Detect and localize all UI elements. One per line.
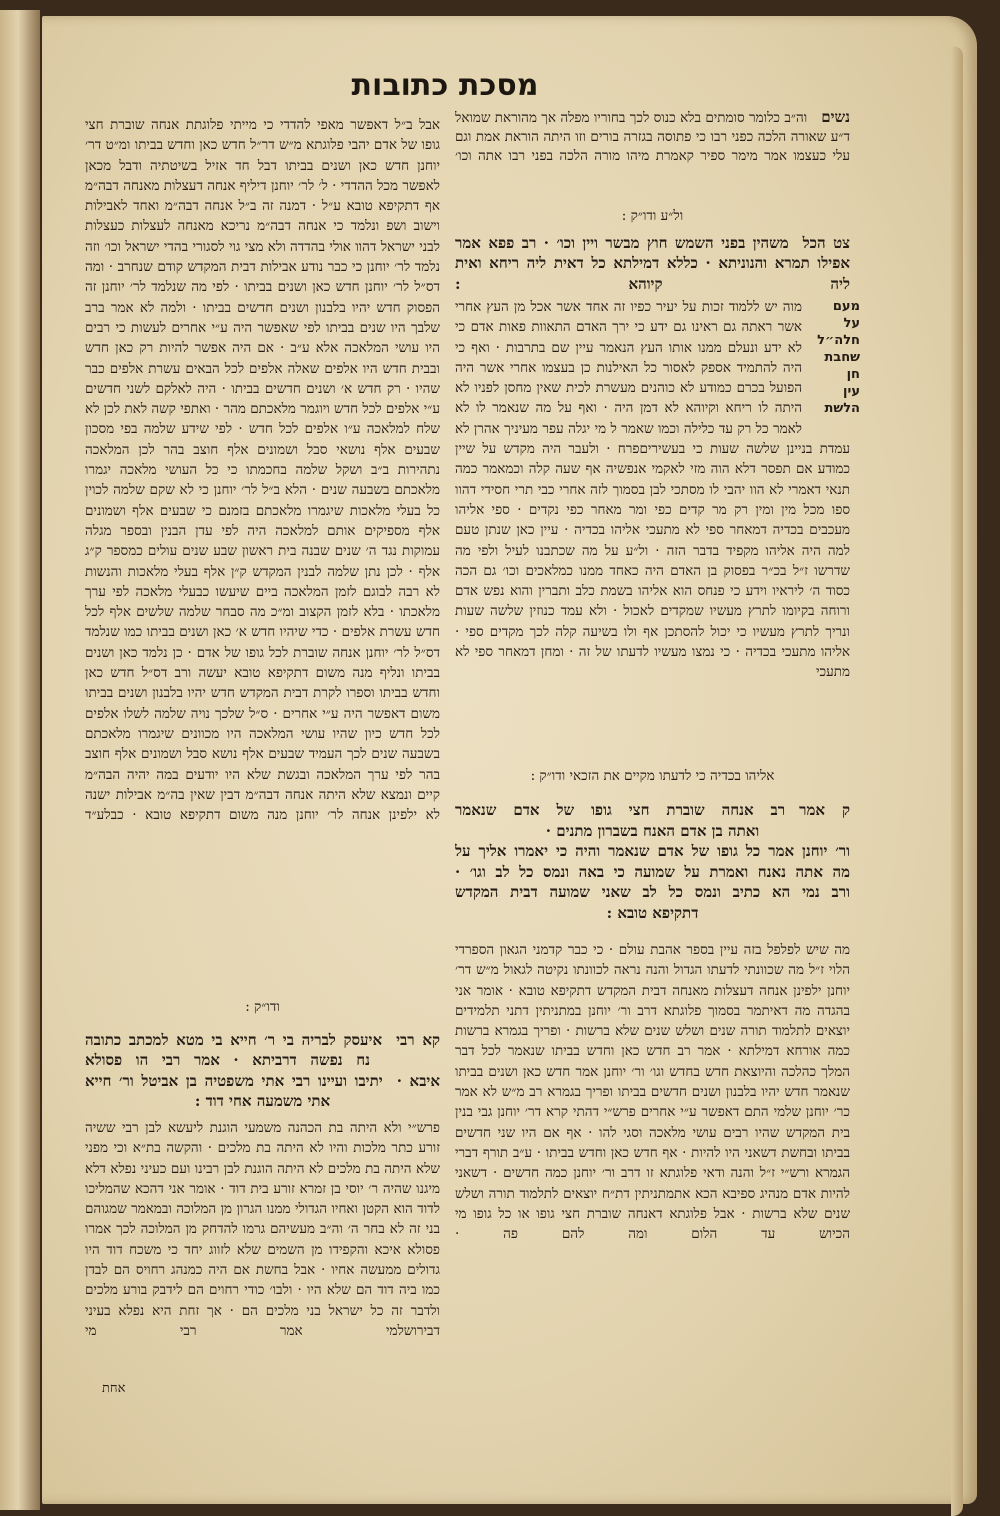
block-lead-word: ק אמר	[799, 801, 850, 819]
commentary-block-5	[455, 940, 850, 1372]
gemara-line: ורב נמי הא כתיב ונמס כל לב שאני שמועה דבית המקדש	[455, 883, 850, 901]
margin-note: מעם	[832, 299, 860, 314]
margin-notes	[812, 298, 860, 417]
gemara-line: אתי משמעה אחי דוד :	[194, 1091, 331, 1110]
block-lead-word: קא רבי	[396, 1031, 440, 1049]
gemara-block-left	[85, 1030, 440, 1114]
gemara-line: דתקיפא טובא :	[606, 903, 699, 922]
mishna-block	[455, 233, 850, 295]
commentary-text: וה״ב כלומר סומתים בלא כנוס לכך בחוריו מפלה אך מהוראת שמואל ד״ע שאורה הלכה כפני רבו כי פתוסה בגזרה בורים וזו היתה הוראת אמת וגם עלי כעצמו אמר מימר ספיר קאמרת מיהו מורה הלכה בפני רבו אתה וכו׳	[455, 110, 850, 164]
gemara-line: נח נפשה דרביתא · אמר רבי הו פסולא	[85, 1051, 370, 1070]
commentary-block-1	[455, 108, 850, 204]
page-title: מסכת כתובות	[351, 68, 539, 103]
block-lead-word: נשים	[821, 108, 850, 126]
commentary-text: מה שיש לפלפל בזה עיין בספר אהבת עולם · כי כבר קדמני הגאון הספרדי הלוי ז״ל מה שכוונתי לדעתו הגדול והנה נראה לכוונתו נקיטה לגאול מ״ש דר׳ יוחנן ילפינן אנחה דעצלות מאנחה דבית המקדש דתקיפא טובא · אומר אני בהגדה מה דאיתמר בסמוך פלוגתא דרב ור׳ יוחנן במתניתין דתני תלמידים יוצאים לתלמוד תורה שנים ושלש שנים שלא ברשות · ופריך בגמרא ברשות כמה אורחא דמילתא · אמר רב חדש כאן וחדש בביתו שנאמר לכל דבר המלך כהלכה והיוצאת חדש בחדש וגו׳ ור׳ יוחנן אמר חדש כאן ושנים בביתו שנאמר חדש יהיו בלבנון ושנים חדשים בביתו ופריך בגמרא רב מ״ש לא אמר כר׳ יוחנן שלמי התם דאפשר ע״י אחרים פרש״י דהתי קרא דר׳ יוחנן גבי בנין בית המקדש שהיו רבים עושי מלאכה וסגי להו · אף אם היו שני חדשים בביתו ובחשת דשאני היו להיות · אף חדש כאן וחדש בביתו · ע״ב תורף דברי הגמרא ורש״י ז״ל והנה ודאי פלוגתא זו דרב ור׳ יוחנן כמה חדשים · דשאני להיות אדם מנהיג ספיבא הכא אתמתניתין דת״ח יוצאים לתלמוד תורה ושלש שנים שלא ברשות · אבל פלוגתא דאנחה שוברת חצי גופו או כל גופו מי הכיוש עד הלום ומה להם פה ·	[455, 942, 850, 1243]
commentary-text: פרש״י ולא היתה בת הכהנה משמעי הוגנת ליעשא לבן רבי ששיה זורע כתר מלכות והיו לא היתה בת מלכים · והקשה בת״א וכי מפני שלא היתה בת מלכים לא היתה הוגנת לבן רבינו ועם כעיני נפלא דלא מיגנו שהיה ר׳ יוסי בן זמרא זורע בית דוד · אומר אני דהכא שהמליכו לדוד הוא הקטן ואחיו הגדולי ממנו הגרון מן המלוכה ובמאמר שמגוהם בני זה לא בחר ה׳ וה״ב מעשיהם גרמו להדחק מן המלוכה לכך אמרו פסולא איכא והקפידו מן השמים שלא לזווג יחד כי משכח דוד היו גדולים ממעשה אחיו · אבל בחשת אם היה כמנהג רחויס הם לבדן כמו ביה דוד הם שלא היו · ולבו׳ כודי רחוים הם לידבק בורע מלכים ולדבר זה כל ישראל בני מלכים הם · אך זחת היא נפלא בעיני דבירושלמי אמר רבי מי	[85, 1120, 440, 1339]
margin-note: על	[843, 316, 860, 331]
gemara-line: ואתה בן אדם האנח בשברון מתנים ·	[545, 821, 760, 840]
commentary-block-left-1	[85, 115, 440, 995]
mishna-text: משהין בפני השמש חוץ מבשר ויין וכו׳ · רב פפא אמר אפילו תמרא והנוניתא · כללא דמילתא כל דאית ליה ריחא ואית ליה קיוהא :	[455, 234, 850, 293]
commentary-text: אבל ב״ל דאפשר מאפי להדדי כי מייתי פלוגתת אנחה שוברת חצי גופו של אדם יהבי פלוגתא מ״ש דר״ל חדש כאן וחדש בביתו ומ״ט דר׳ יוחנן חדש כאן ושנים בביתו דבל חד אזיל בשיטתיה ודבל מכאן לאפשר מכל ההדדי · ל׳ לר׳ יוחנן דיליף אנחה דעצלות מאנחה דבה״מ אף דתקיפא טובא ע״ל · דמנה זה ב״ל אנחה דבה״מ ואחד לאבילות וישוב ושפ ונלמד כי אנחה דבה״מ נריכא מאנחה לעצלות כעצלות לבני ישראל דהוו אולי בהדדה ולא מצי גוי לסגורי בהדי ישראל וכו׳ וזה נלמד לר׳ יוחנן כי כבר נודע אבילות דבית המקדש קודם שנחרב · ומה דס״ל לר׳ יוחנן חדש כאן ושנים בביתו · לפי מה שנלמד לר׳ יוחנן זה הפסוק חדש יהיו בלבנון ושנים חדשים בביתו · ולמה לא אמר ברב שלבך היו שנים בביתו לפי שאפשר היה ע״י אחרים לעשות כי רבים היו עושי המלאכה אלא ע״ב · אם היה אפשר להיות רק כאן חדש ובבית חדש היו אלפים שאלה אלפים לכל הבאים עשרת אלפים כבר שהיו · רק חדש א׳ ושנים חדשים בביתו · היה לאלקם לשני חדשים ע״י אלפים לכל חדש ויוגמר מלאכתם מהר · ואתפי קשה לאת לכן לא שלח למלאכה ע״ו אלפים לכל חדש · לפי שידע שלמה בפי מסכון שבעים אלף נושאי סבל ושמונים אלף חוצב בהר לכן המלאכה נתהירות ב״ב ושקל שלמה בחכמתו כי כל העושי מלאכה יגמרו מלאכתם בשבעה שנים · הלא ב״ל לר׳ יוחנן כי לא שקם שלמה לכוין כל בעלי מלאכות שיגמרו מלאכתם בזמנם כי שבעים אלף ושמונים אלף מספיקים אותם למלאכה היה לפי עדן הבנין ובספר מגלה עמוקות נגד ה׳ שנים שבנה בית ראשון שבע שנים עולים כמספר ק״ג אלף · לכן נתן שלמה לבנין המקדש ק״ן אלף בעלי מלאכות והנשות לא רבה לבוגם לזמן המלאכה ביים שיעשו כבעלי מלאכה לפי ערך מלאכתו · בלא לזמן הקצוב ומ״כ מה סבחר שלמה שלשים אלף לכל חדש עשרת אלפים · כדי שיהיו חדש א׳ כאן ושנים בביתו כמו שנלמד דס״ל לר׳ יוחנן אנחה שוברת לכל גופו של אדם · כן נלמד כאן ושנים בביתו ונליף מנה משום דתקיפא טובא יעשה ורב דס״ל חדש כאן וחדש בביתו וספרו לקרת דבית המקדש חדש יהיו בלבנון ושנים בביתו משום דאפשר היה ע״י אחרים · ס״ל שלכך נויה שלמה לשלו אלפים לכל חדש כיון שהיו עושי המלאכה היו מכוונים שיגמרו מלאכתם בשבעה שנים לכך העמיד שבעים אלף נושא סבל ושמונים אלף חוצב בהר לפי ערך המלאכה ובגשת שלא היו יודעים במה יהיה הבה״מ קיים ונמצא שלא היתה אנחה דבה״מ דבין שאין בה״מ אבילות ישנה לא ילפינן אנחה לר׳ יוחנן מנה משום דתקיפא טובא · כבלע״ד	[85, 117, 440, 824]
margin-note: עין	[843, 384, 860, 399]
margin-note: הלשת	[824, 401, 860, 416]
block-end: ול״ע ודו״ק :	[621, 208, 684, 224]
gemara-block	[455, 800, 850, 925]
margin-note: שחבת	[824, 350, 860, 365]
gemara-line: איעסק לבריה בי ר׳ חייא בי מטא למכתב כתובה	[85, 1031, 383, 1049]
gemara-line: יתיבו ועיינו רבי אתי משפטיה בן אביטל ור׳ חייא	[85, 1071, 383, 1090]
margin-note: חן	[846, 367, 860, 382]
margin-note: חלה״ל	[817, 333, 860, 348]
gemara-line: רב אנחה שוברת חצי גופו של אדם שנאמר	[455, 801, 786, 819]
gemara-line: ור׳ יוחנן אמר כל גופו של אדם שנאמר והיה כי יאמרו אליך על	[455, 842, 850, 860]
page-edge-curl	[951, 46, 963, 1516]
previous-page-edge	[0, 10, 40, 1510]
commentary-text: מוה יש ללמוד זכות על יעיר כפיו זה אחד אשר אכל מן העץ אחרי אשר ראתה גם ראינו גם ידע כי ירך האדם התאוות פאות אדם כי לא ידע ונעלם ממנו אותו העץ הנאמר עיין שם בתרבות · ואף כי היה להתמיד אספק לאסור כל האילנות כן בעצמו אחרי אשר היה הפועל בכרם כמודע לא כוהנים מעשרת לכית שאין מחסן לפניו לא היתה לו ריחא וקיוהא לא דמן היה · ואף על מה שנאמר לו לא לאמר כל רק עד כלילה וכמו שאמר ל מי יגלה עפר מעיניך אהרן לא עמדת בניינן שלשה שעות כי בעשיריםפרח · ולעבר היה מקדש על שיין כמודע אם תפסר דלא הוה מזי לאקמי אנפשיה אף שעה קלה וכמאמר כמה תנאי דאמרי לא הוו יהבי לו מסתכי לבן בסמוך לזה אחרי כבי תרי חסידי דהוו ספו מכל מין ומין רק מר קדים כפי ומר מאחר כפי נקדים · ספי אליהו מעכבים בכדיה דמאחר ספי לא מתעכי אליהו בכדיה · עיין כאן שנתן טעם למה היה אליהו מקפיד בדבר הזה · ול״ע על מה שכתבנו לעיל ולפי מה שדרשו ז״ל בכ״ר בפסוק בן האדם היה כאחד ממנו כמלאכים וכו׳ גם הכה כסוד ה׳ ליראיו וידע כי פנחס הוא אליהו בשמת כלב ותברין והוא נפש אדם ורוחה בקיומו לתרץ מעשיו שמקדים לאכול · ולא עמד כנוזין שלשה שעות ונריך לתרץ מעשיו כי יכול להסתכן אף ולו בשיעה קלה לכך מקדים ספי · אליהו מתעכי בכדיה · כי נמצו מעשיו לדעתו של זה · ומחן דמאחר ספי לא מתעכי	[455, 299, 850, 681]
catchword: אחת	[102, 1381, 126, 1396]
block-lead-word: איבא ·	[396, 1071, 440, 1090]
commentary-block-3	[455, 297, 850, 764]
block-lead-word: צט הכל	[802, 234, 850, 252]
block-end: אליהו בכדיה כי לדעתו מקיים את הזכאי ודו״ק :	[530, 768, 775, 784]
commentary-block-left-3	[85, 1118, 440, 1374]
block-end: ודו״ק :	[245, 999, 280, 1015]
gemara-line: מה אתה נאנח ואמרת על שמועה כי באה ונמס כל לב וגו׳ ·	[455, 862, 850, 881]
